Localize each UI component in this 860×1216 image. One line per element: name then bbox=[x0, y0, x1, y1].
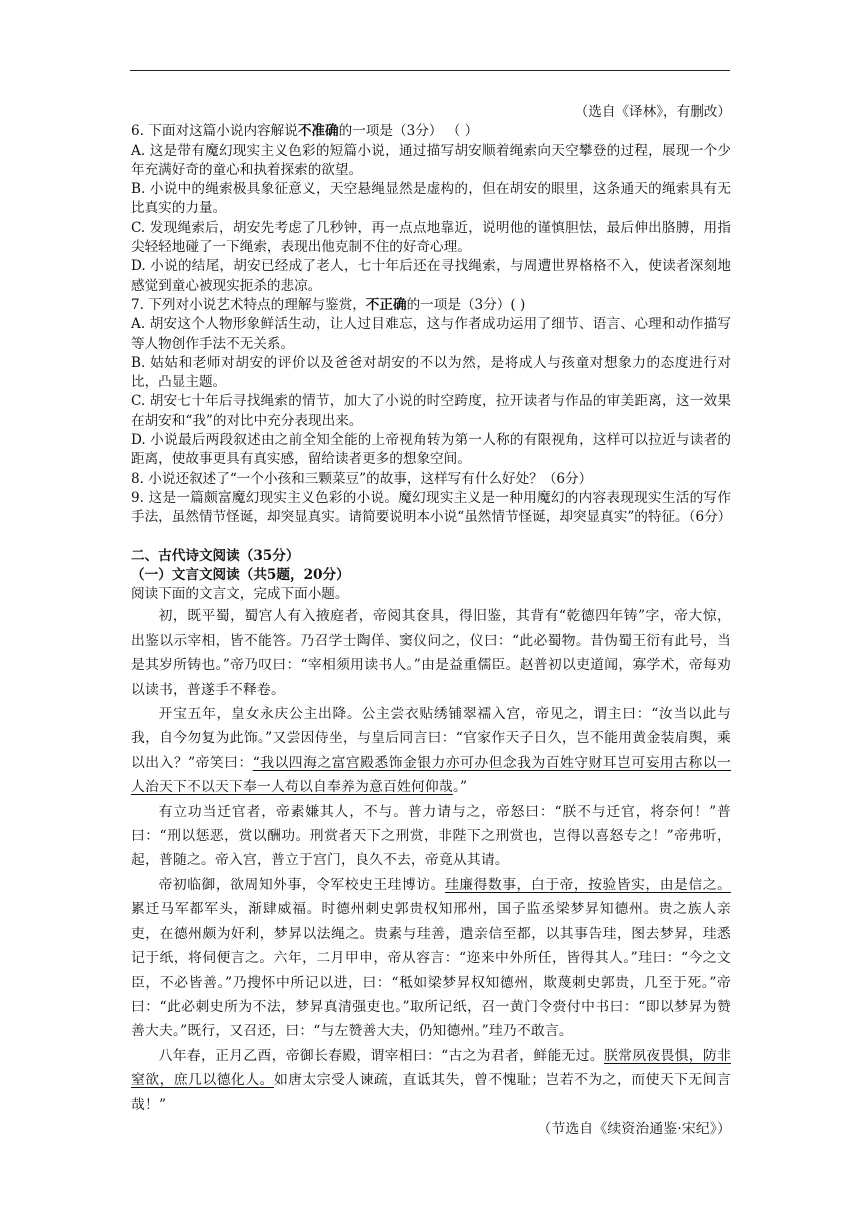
q6-stem-emphasis: 不准确 bbox=[297, 123, 339, 140]
classical-paragraph-2 bbox=[131, 702, 731, 800]
p4-underlined: 珪廉得数事，白于帝，按验皆实，由是信之。 bbox=[444, 876, 732, 893]
p5-tail: 如唐太宗受人谏疏，直诋其失，曾不愧耻；岂若不为之，而使天下无间言哉！” bbox=[131, 1072, 732, 1113]
p4-text: 帝初临御，欲周知外事，令军校史王珪博访。 bbox=[158, 876, 445, 893]
p2-underlined: “我以四海之富宫殿悉饰金银力亦可办但念我为百姓守财耳岂可妄用古称以一人治天下不以天下奉一人苟以自奉养为意百姓何仰哉 bbox=[131, 754, 731, 796]
p5-underlined: 朕常夙夜畏惧，防非窒欲，庶几以德化人。 bbox=[131, 1047, 731, 1089]
header-rule bbox=[130, 70, 730, 71]
q7-stem-text: 7. 下列对小说艺术特点的理解与鉴赏， bbox=[131, 296, 366, 313]
p5-text: 八年春，正月乙酉，帝御长春殿，谓宰相曰：“古之为君者，鲜能无过。 bbox=[158, 1047, 604, 1064]
q7-option-d: D. 小说最后两段叙述由之前全知全能的上帝视角转为第一人称的有限视角，这样可以拉近与读者的距离，使故事更具有真实感，留给读者更多的想象空间。 bbox=[131, 432, 731, 468]
q6-option-a: A. 这是带有魔幻现实主义色彩的短篇小说，通过描写胡安顺着绳索向天空攀登的过程，展现一个少年充满好奇的童心和执着探索的欲望。 bbox=[131, 142, 731, 178]
document-content bbox=[131, 103, 731, 1141]
classical-source: （节选自《续资治通鉴·宋纪》） bbox=[537, 1120, 731, 1137]
q6-option-b: B. 小说中的绳索极具象征意义，天空悬绳显然是虚构的，但在胡安的眼里，这条通天的绳索具有无比真实的力量。 bbox=[131, 181, 731, 217]
classical-paragraph-1: 初，既平蜀，蜀宫人有入掖庭者，帝阅其奁具，得旧鉴，其背有“乾德四年铸”字，帝大惊，出鉴以示宰相，皆不能答。乃召学士陶佯、窦仪问之，仪曰：“此必蜀物。昔伪蜀王衍有此号，当是其岁所铸也。”帝乃叹曰：“宰相须用读书人。”由是益重儒臣。赵普初以吏道闻，寡学术，帝每劝以读书，普遂手不释卷。 bbox=[131, 608, 731, 698]
p4-tail: 累迁马军都军头，渐肆威福。时德州刺史郭贵权知邢州，国子监丞梁梦昇知德州。贵之族人亲吏，在德州颇为奸利，梦昇以法绳之。贵素与珪善，遣亲信至都，以其事告珪，图去梦昇，珪悉记于纸，将伺便言之。六年，二月甲申，帝从容言：“迩来中外所任，皆得其人。”珪曰：“今之文臣，不必皆善。”乃搜怀中所记以进，曰：“秪如梁梦昇权知德州，欺蔑刺史郭贵，几至于死。”帝曰：“此必刺史所为不法，梦昇真清强吏也。”取所记纸，召一黄门令赍付中书曰：“即以梦昇为赞善大夫。”既行，又召还，曰：“与左赞善大夫，仍知德州。”珪乃不敢言。 bbox=[131, 901, 731, 1040]
q7-option-c: C. 胡安七十年后寻找绳索的情节，加大了小说的时空跨度，拉开读者与作品的审美距离，这一效果在胡安和“我”的对比中充分表现出来。 bbox=[131, 393, 731, 429]
question-7-stem bbox=[131, 296, 731, 315]
q7-stem-tail: 的一项是（3分）( ) bbox=[406, 296, 526, 313]
classical-paragraph-3: 有立功当迁官者，帝素嫌其人，不与。普力请与之，帝怒曰：“朕不与迁官，将奈何！”普曰：“刑以惩恶，赏以酬功。刑赏者天下之刑赏，非陛下之刑赏也，岂得以喜怒专之！”帝弗听，起，普随之。帝入宫，普立于宫门，良久不去，帝竟从其请。 bbox=[131, 803, 731, 869]
section-2-subtitle: （一）文言文阅读（共5题，20分） bbox=[131, 566, 350, 583]
classical-text bbox=[131, 604, 731, 1141]
question-9: 9. 这是一篇颇富魔幻现实主义色彩的小说。魔幻现实主义是一种用魔幻的内容表现现实生活的写作手法，虽然情节怪诞，却突显真实。请简要说明本小说“虽然情节怪诞，却突显真实”的特征。（6分） bbox=[131, 489, 732, 526]
q6-stem-tail: 的一项是（3分） （ ） bbox=[338, 123, 479, 140]
q7-option-a: A. 胡安这个人物形象鲜活生动，让人过目难忘，这与作者成功运用了细节、语言、心理和动作描写等人物创作手法不无关系。 bbox=[131, 316, 731, 352]
q6-option-c: C. 发现绳索后，胡安先考虑了几秒钟，再一点点地靠近，说明他的谨慎胆怯，最后伸出胳膊，用指尖轻轻地碰了一下绳索，表现出他克制不住的好奇心理。 bbox=[131, 219, 731, 256]
classical-paragraph-5 bbox=[131, 1044, 731, 1117]
section-gap bbox=[131, 528, 731, 547]
source-note: （选自《译林》，有删改） bbox=[574, 104, 731, 120]
question-8: 8. 小说还叙述了“一个小孩和三颗菜豆”的故事，这样写有什么好处？（6分） bbox=[131, 470, 593, 487]
question-6-stem bbox=[131, 122, 731, 141]
q6-option-d: D. 小说的结尾，胡安已经成了老人，七十年后还在寻找绳索，与周遭世界格格不入，使读者深刻地感觉到童心被现实扼杀的悲凉。 bbox=[131, 258, 731, 294]
section-2-title: 二、古代诗文阅读（35分） bbox=[131, 547, 300, 564]
q6-stem-text: 6. 下面对这篇小说内容解说 bbox=[131, 123, 298, 140]
classical-paragraph-4 bbox=[131, 873, 731, 1044]
section-2-instruction: 阅读下面的文言文，完成下面小题。 bbox=[131, 586, 349, 603]
p2-text: 开宝五年，皇女永庆公主出降。公主尝衣贴绣铺翠襦入宫，帝见之，谓主曰：“汝当以此与我，自今勿复为此饰。”又尝因侍坐，与皇后同言曰：“官家作天子日久，岂不能用黄金装肩舆，乘以出入？”帝笑曰： bbox=[131, 706, 731, 771]
q7-stem-emphasis: 不正确 bbox=[365, 296, 407, 313]
p2-tail: 。” bbox=[452, 779, 468, 796]
q7-option-b: B. 姑姑和老师对胡安的评价以及爸爸对胡安的不以为然，是将成人与孩童对想象力的态度进行对比，凸显主题。 bbox=[131, 354, 731, 391]
